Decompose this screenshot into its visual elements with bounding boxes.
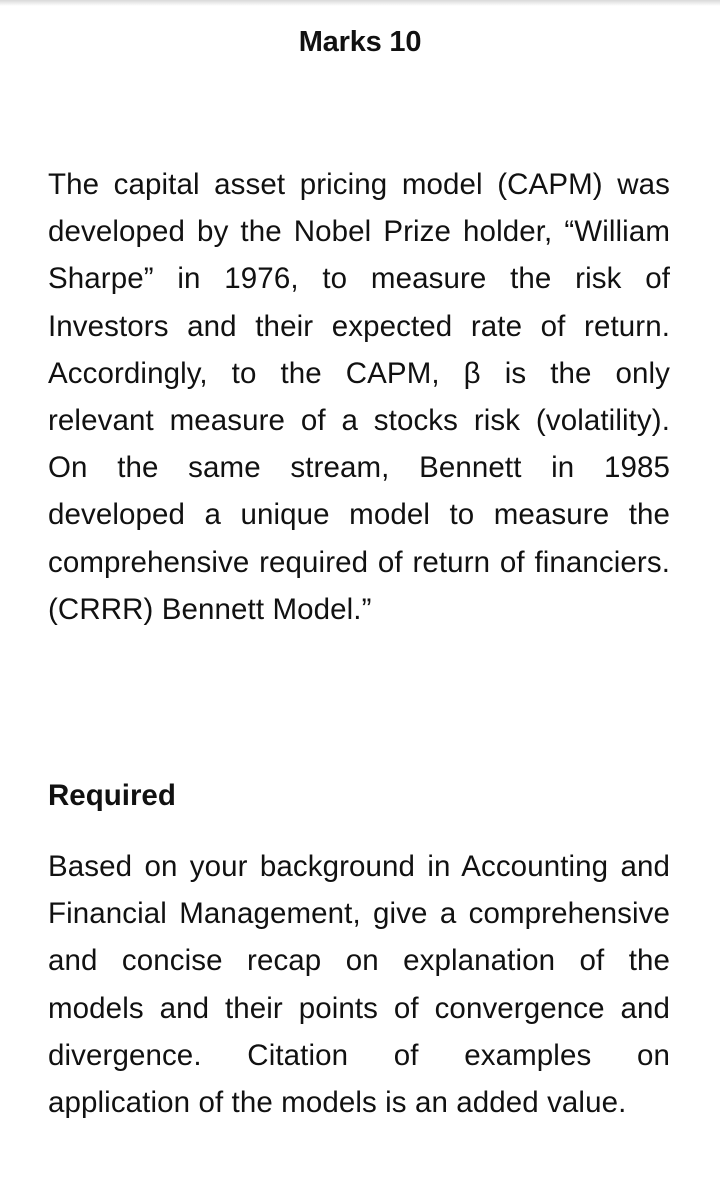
intro-paragraph: The capital asset pricing model (CAPM) was developed by the Nobel Prize holder, “William Sharpe” in 1976, to measure the risk of Investors and their expected rate of return. Accordingly, to the CAPM, β is the only relevant measure of a stocks risk (volatility). On the same stream, Bennett in 1985 developed a unique model to measure the comprehensive required of return of financiers. (CRRR) Bennett Model.” xyxy=(48,168,670,626)
required-heading: Required xyxy=(48,779,176,812)
top-shadow xyxy=(0,0,720,6)
required-paragraph: Based on your background in Accounting and Financial Management, give a comprehensive and concise recap on explanation of the models and their points of convergence and divergence. Citation of examples on application of the models is an added value. xyxy=(48,850,670,1120)
marks-heading: Marks 10 xyxy=(298,26,422,58)
